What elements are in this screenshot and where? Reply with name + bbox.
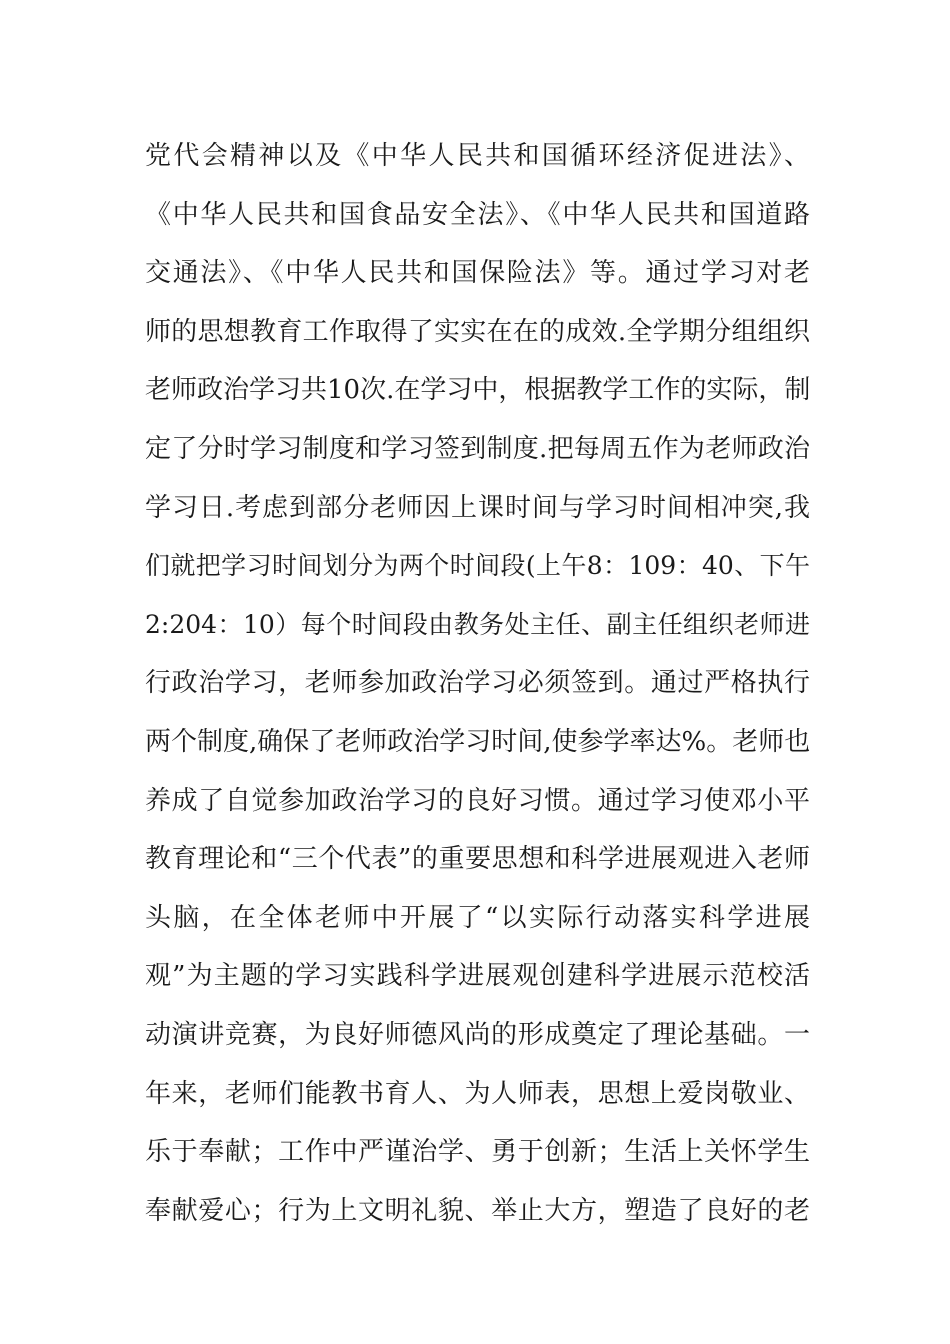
text-line: 养成了自觉参加政治学习的良好习惯。通过学习使邓小平 xyxy=(145,785,810,816)
text-line: 2:204：10）每个时间段由教务处主任、副主任组织老师进 xyxy=(145,609,810,639)
body-paragraph xyxy=(145,127,810,1240)
text-line: 党代会精神以及《中华人民共和国循环经济促进法》、 xyxy=(145,141,810,171)
text-line: 教育理论和“三个代表”的重要思想和科学进展观进入老师 xyxy=(145,844,810,875)
text-line: 年来，老师们能教书育人、为人师表，思想上爱岗敬业、 xyxy=(145,1078,810,1109)
text-line: 师的思想教育工作取得了实实在在的成效.全学期分组组织 xyxy=(145,316,810,347)
text-line: 动演讲竞赛，为良好师德风尚的形成奠定了理论基础。一 xyxy=(145,1019,810,1050)
text-line: 们就把学习时间划分为两个时间段(上午8：109：40、下午 xyxy=(145,551,810,581)
text-line: 两个制度,确保了老师政治学习时间,使参学率达%。老师也 xyxy=(145,726,811,757)
text-line: 老师政治学习共10次.在学习中，根据教学工作的实际，制 xyxy=(145,375,811,406)
text-line: 观”为主题的学习实践科学进展观创建科学进展示范校活 xyxy=(145,961,810,992)
text-line: 行政治学习，老师参加政治学习必须签到。通过严格执行 xyxy=(145,668,810,699)
text-line: 《中华人民共和国食品安全法》、《中华人民共和国道路 xyxy=(145,199,810,230)
text-line: 学习日.考虑到部分老师因上课时间与学习时间相冲突,我 xyxy=(145,492,810,523)
text-line: 乐于奉献；工作中严谨治学、勇于创新；生活上关怀学生 xyxy=(145,1137,810,1168)
text-line: 头脑，在全体老师中开展了“以实际行动落实科学进展 xyxy=(145,902,810,933)
text-line: 奉献爱心；行为上文明礼貌、举止大方，塑造了良好的老 xyxy=(145,1195,810,1226)
text-line: 定了分时学习制度和学习签到制度.把每周五作为老师政治 xyxy=(145,433,810,464)
text-line: 交通法》、《中华人民共和国保险法》等。通过学习对老 xyxy=(145,258,810,289)
